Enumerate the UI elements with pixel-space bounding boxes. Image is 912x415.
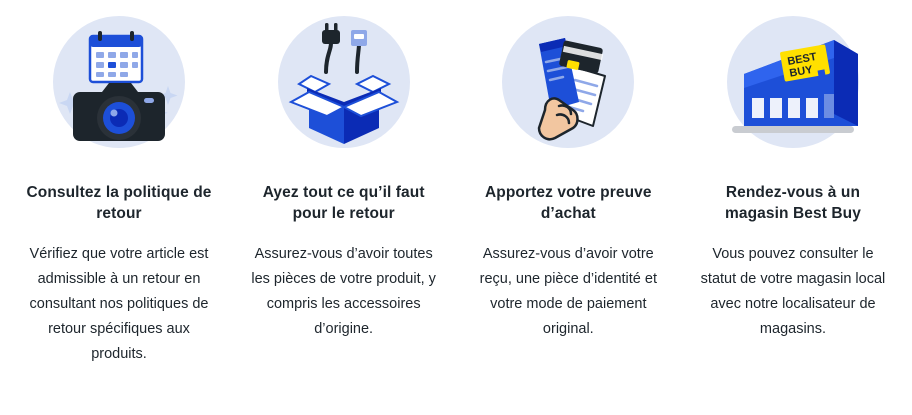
step-title: Ayez tout ce qu’il faut pour le retour [262, 184, 425, 222]
best-buy-store-icon [718, 14, 868, 164]
step-body: Assurez-vous d’avoir votre reçu, une pièce d’identité et votre mode de paiement original. [479, 246, 657, 337]
store-illustration [718, 14, 868, 164]
receipt-hand-illustration [493, 14, 643, 164]
step-item [233, 14, 455, 342]
camera-illustration [44, 14, 194, 164]
open-box-with-cables-icon [269, 14, 419, 164]
step-title: Apportez votre preuve d’achat [485, 184, 652, 222]
step-item [457, 14, 679, 342]
step-title: Consultez la politique de retour [26, 184, 212, 222]
step-body: Assurez-vous d’avoir toutes les pièces de votre produit, y compris les accessoires d’origine. [251, 246, 436, 337]
step-item [682, 14, 904, 342]
hand-holding-receipt-card-icon [493, 14, 643, 164]
step-item [8, 14, 230, 367]
camera-return-policy-icon [44, 14, 194, 164]
step-body: Vérifiez que votre article est admissible à un retour en consultant nos politiques de retour spécifiques aux produits. [29, 246, 209, 362]
step-title: Rendez-vous à un magasin Best Buy [724, 184, 861, 222]
step-body: Vous pouvez consulter le statut de votre magasin local avec notre localisateur de magasins. [700, 246, 886, 337]
store-sign-line2: BUY [788, 63, 814, 80]
box-cables-illustration [269, 14, 419, 164]
store-sign-line1: BEST [786, 51, 818, 68]
